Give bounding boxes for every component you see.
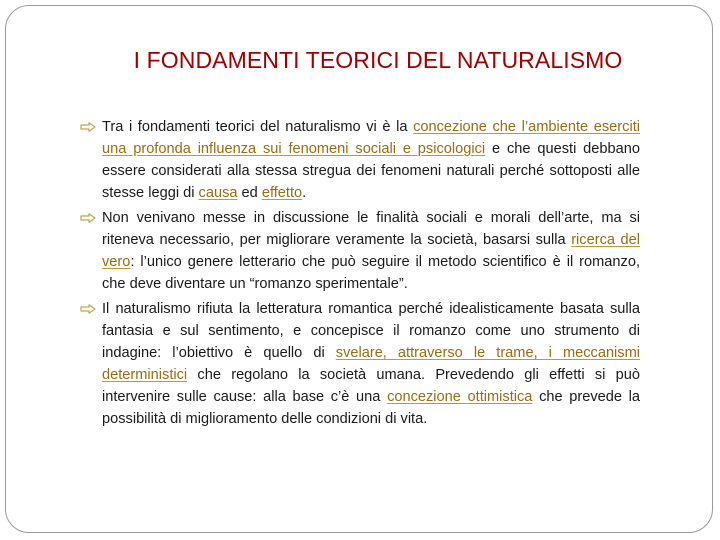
text-run: Tra i fondamenti teorici del naturalismo vi è la: [102, 119, 414, 135]
underlined-keyword: effetto: [261, 185, 303, 201]
bullet-item: [80, 116, 640, 204]
text-run: : l’unico genere letterario che può seguire il metodo scientifico è il romanzo, che deve diventare un “romanzo sperimentale”.: [102, 254, 640, 292]
underlined-keyword: causa: [198, 185, 238, 201]
hollow-arrow-bullet-icon: [80, 213, 96, 223]
text-run: Non venivano messe in discussione le finalità sociali e morali dell’arte, ma si riteneva necessario, per migliorare veramente la società, basarsi sulla: [102, 210, 640, 248]
underlined-keyword: ricerca del vero: [102, 232, 640, 270]
text-run: ed: [237, 185, 262, 201]
underlined-keyword: svelare, attraverso le trame, i meccanismi deterministici: [102, 345, 640, 383]
text-run: che regolano la società umana. Prevedendo gli effetti si può intervenire sulle cause: alla base c’è una: [102, 367, 640, 405]
bullet-item: [80, 298, 640, 430]
hollow-arrow-bullet-icon: [80, 122, 96, 132]
underlined-keyword: concezione che l’ambiente eserciti una profonda influenza sui fenomeni sociali e psicologici: [102, 119, 640, 157]
text-run: Il naturalismo rifiuta la letteratura romantica perché idealisticamente basata sulla fantasia e sul sentimento, e concepisce il romanzo come uno strumento di indagine: l’obiettivo è quello di: [102, 301, 640, 361]
bullet-item: [80, 207, 640, 295]
bullet-list: [80, 116, 640, 433]
hollow-arrow-bullet-icon: [80, 304, 96, 314]
slide-title: I FONDAMENTI TEORICI DEL NATURALISMO: [133, 47, 623, 73]
text-run: e che questi debbano essere considerati alla stessa stregua dei fenomeni naturali perché sottoposti alle stesse leggi di: [102, 141, 640, 201]
text-run: che prevede la possibilità di miglioramento delle condizioni di vita.: [102, 389, 640, 427]
text-run: .: [302, 185, 307, 201]
underlined-keyword: concezione ottimistica: [387, 389, 533, 405]
